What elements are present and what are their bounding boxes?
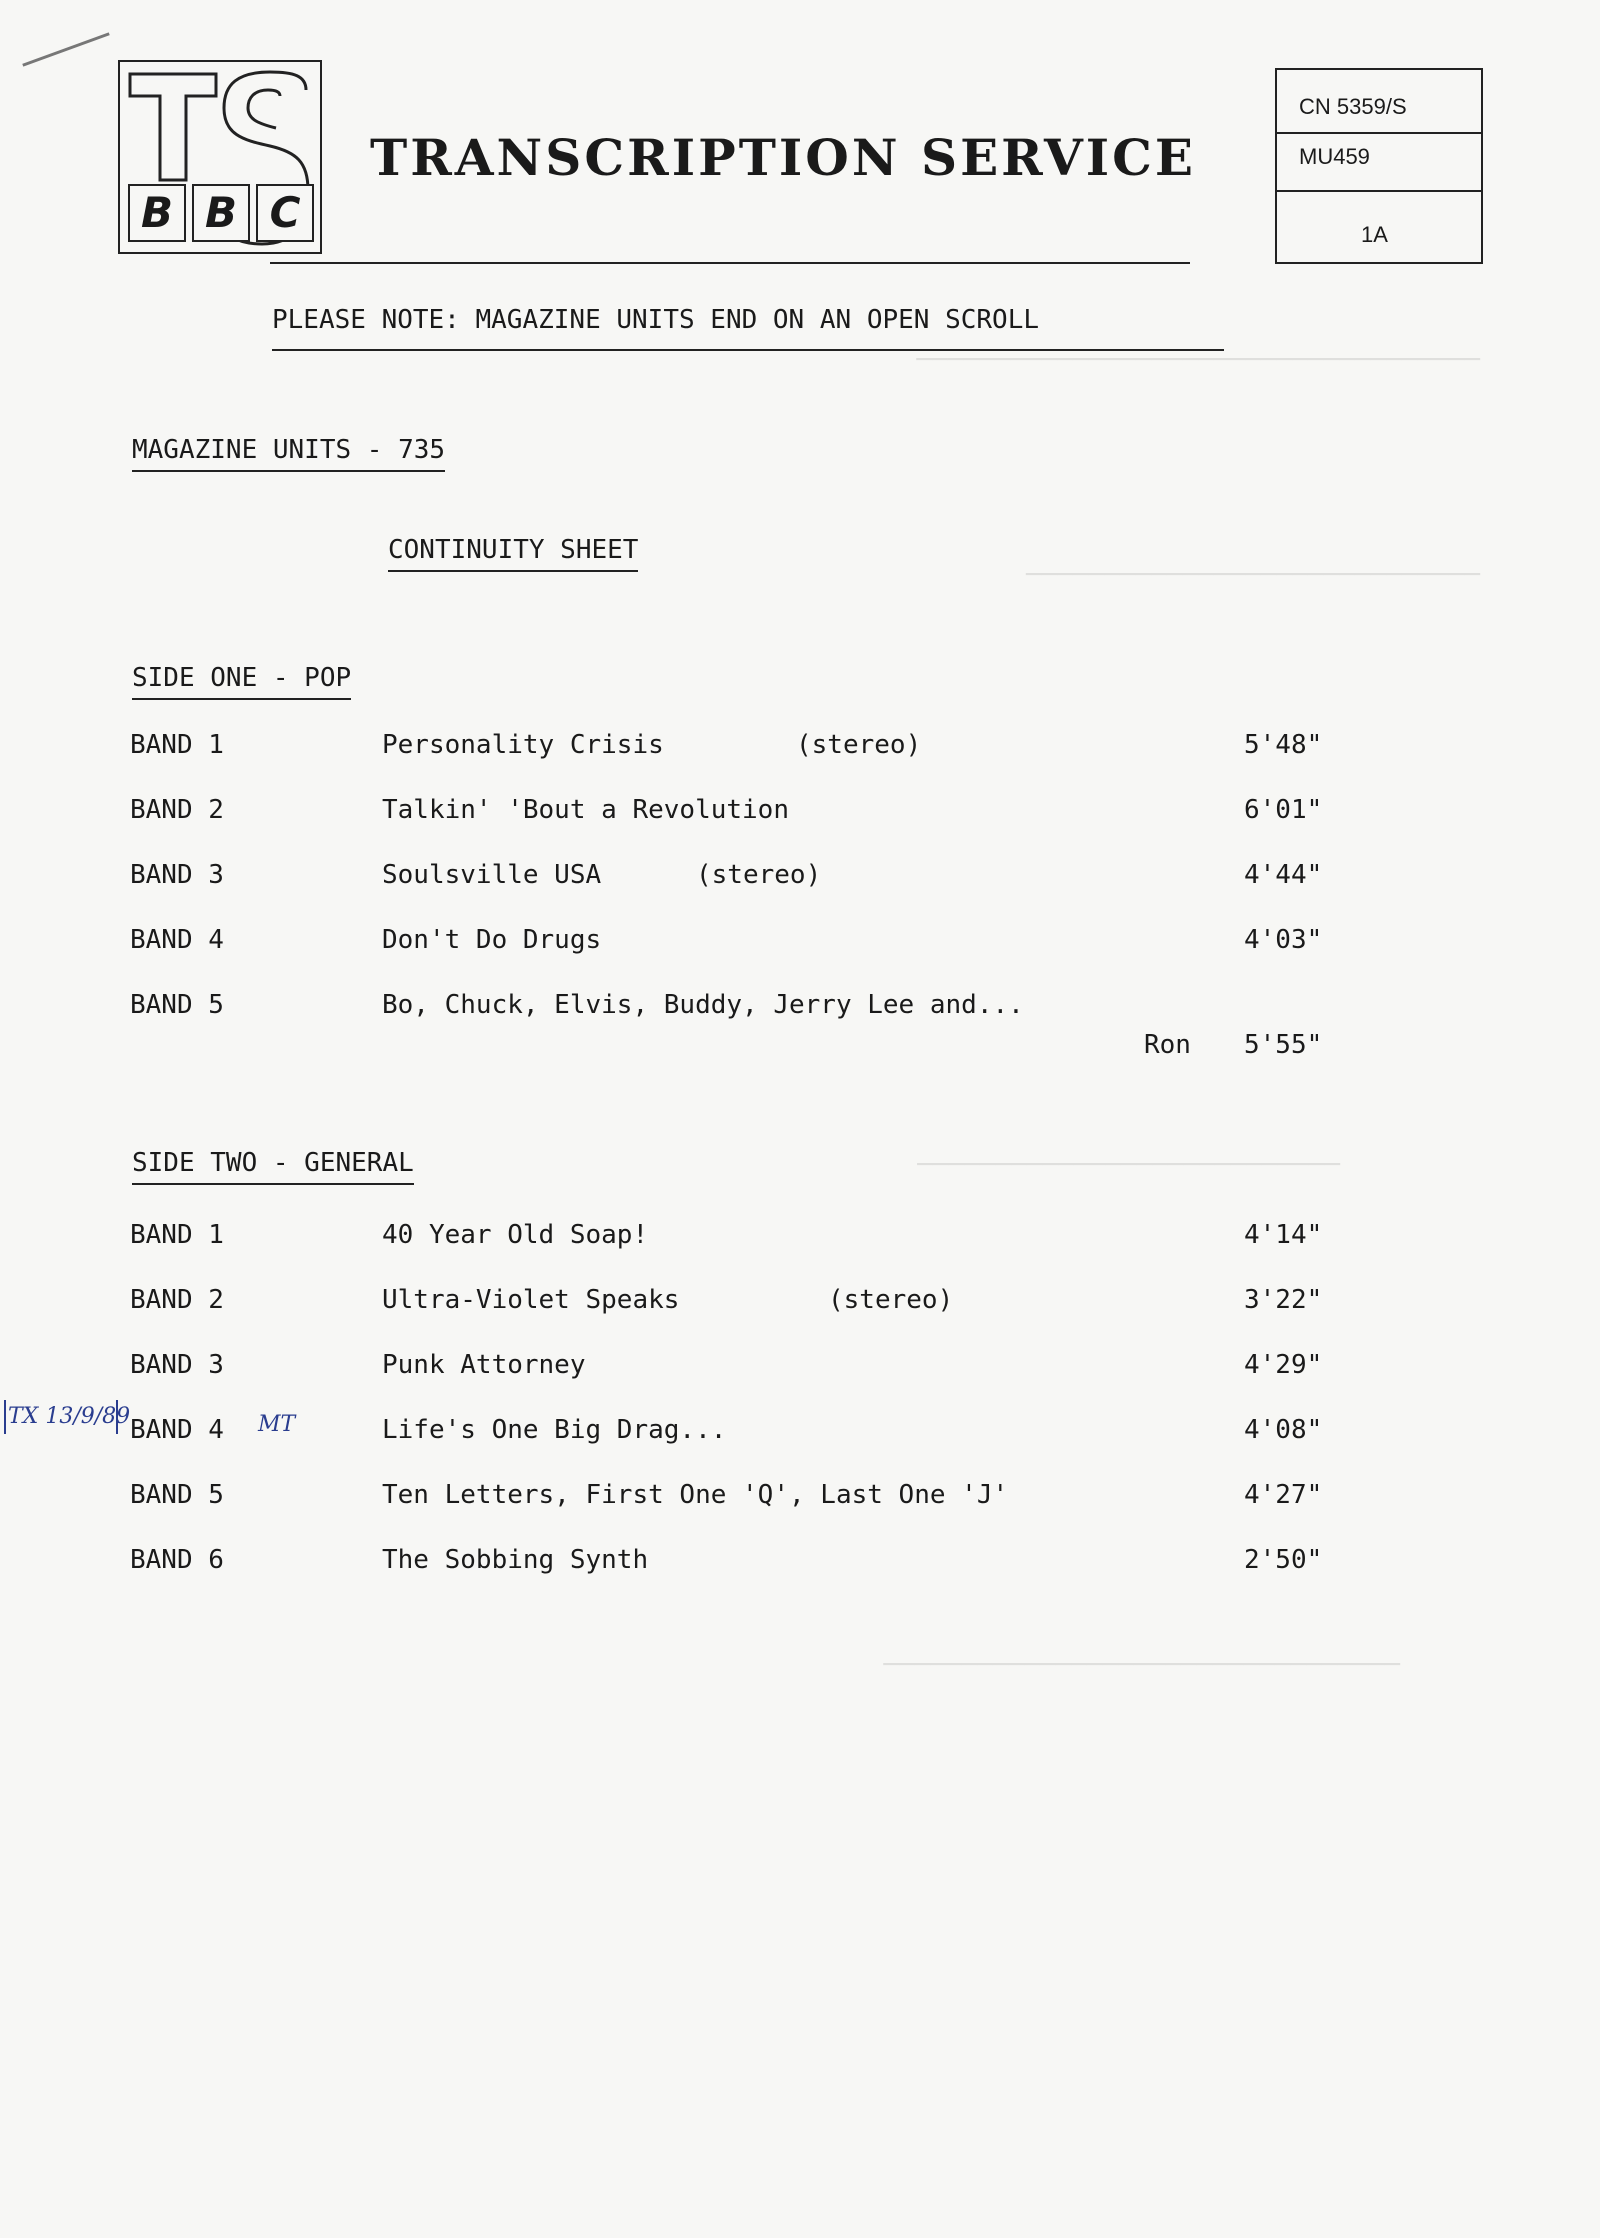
track-note: (stereo) xyxy=(796,730,922,760)
track-duration: 2'50" xyxy=(1244,1545,1323,1575)
reference-part: 1A xyxy=(1361,222,1388,247)
band-number: BAND 4 xyxy=(130,925,224,955)
reference-box xyxy=(1275,68,1483,264)
bbc-block-c: C xyxy=(256,184,314,242)
reference-divider xyxy=(1277,190,1481,192)
track-row xyxy=(0,795,1600,835)
track-row xyxy=(0,730,1600,770)
track-row xyxy=(0,1285,1600,1325)
track-duration: 4'27" xyxy=(1244,1480,1323,1510)
track-duration: 4'08" xyxy=(1244,1415,1323,1445)
track-title: Soulsville USA xyxy=(382,860,602,890)
header-divider xyxy=(270,262,1190,264)
reference-code: CN 5359/S xyxy=(1299,94,1407,119)
bbc-blocks xyxy=(128,184,314,242)
track-title: Punk Attorney xyxy=(382,1350,586,1380)
track-duration: 6'01" xyxy=(1244,795,1323,825)
reference-mu: MU459 xyxy=(1299,144,1370,169)
track-row xyxy=(0,1350,1600,1390)
open-scroll-note: PLEASE NOTE: MAGAZINE UNITS END ON AN OPEN SCROLL xyxy=(272,305,1224,351)
track-title: The Sobbing Synth xyxy=(382,1545,649,1575)
bbc-ts-logo xyxy=(118,60,322,254)
track-row xyxy=(0,1480,1600,1520)
track-duration: 4'03" xyxy=(1244,925,1323,955)
side-one-heading: SIDE ONE - POP xyxy=(132,663,351,700)
track-title-continuation: Ron xyxy=(1144,1030,1191,1060)
track-title: 40 Year Old Soap! xyxy=(382,1220,649,1250)
track-row xyxy=(0,860,1600,900)
track-title: Personality Crisis xyxy=(382,730,664,760)
track-note: (stereo) xyxy=(828,1285,954,1315)
band-number: BAND 3 xyxy=(130,860,224,890)
handwritten-tx-date: TX 13/9/89 xyxy=(8,1404,131,1429)
track-title: Bo, Chuck, Elvis, Buddy, Jerry Lee and... xyxy=(382,990,1024,1020)
track-title: Life's One Big Drag... xyxy=(382,1415,727,1445)
track-row xyxy=(0,1545,1600,1585)
track-duration: 4'44" xyxy=(1244,860,1323,890)
band-number: BAND 2 xyxy=(130,1285,224,1315)
service-title: TRANSCRIPTION SERVICE xyxy=(370,128,1197,187)
band-number: BAND 3 xyxy=(130,1350,224,1380)
band-number: BAND 1 xyxy=(130,730,224,760)
bbc-block-b1: B xyxy=(128,184,186,242)
band-number: BAND 2 xyxy=(130,795,224,825)
track-duration: 5'48" xyxy=(1244,730,1323,760)
track-title: Talkin' 'Bout a Revolution xyxy=(382,795,789,825)
track-row xyxy=(0,925,1600,965)
staple-mark xyxy=(22,32,109,66)
handwritten-initials: MT xyxy=(258,1412,296,1437)
track-duration: 5'55" xyxy=(1244,1030,1323,1060)
track-duration: 4'29" xyxy=(1244,1350,1323,1380)
track-note: (stereo) xyxy=(696,860,822,890)
track-title: Ultra-Violet Speaks xyxy=(382,1285,680,1315)
continuity-sheet-heading: CONTINUITY SHEET xyxy=(388,535,638,572)
reference-divider xyxy=(1277,132,1481,134)
track-row xyxy=(0,990,1600,1030)
track-title: Ten Letters, First One 'Q', Last One 'J' xyxy=(382,1480,1009,1510)
band-number: BAND 5 xyxy=(130,990,224,1020)
band-number: BAND 1 xyxy=(130,1220,224,1250)
track-duration: 3'22" xyxy=(1244,1285,1323,1315)
side-two-heading: SIDE TWO - GENERAL xyxy=(132,1148,414,1185)
band-number: BAND 4 xyxy=(130,1415,224,1445)
band-number: BAND 6 xyxy=(130,1545,224,1575)
track-title: Don't Do Drugs xyxy=(382,925,602,955)
track-row xyxy=(0,1415,1600,1455)
bleed-through-texture: ──────────────────────────────────── ───────────────────────────── ─────────────────────────── ───────────────────────────────── xyxy=(883,345,1480,1680)
magazine-units-heading: MAGAZINE UNITS - 735 xyxy=(132,435,445,472)
band-number: BAND 5 xyxy=(130,1480,224,1510)
track-duration: 4'14" xyxy=(1244,1220,1323,1250)
track-row xyxy=(0,1220,1600,1260)
bbc-block-b2: B xyxy=(192,184,250,242)
